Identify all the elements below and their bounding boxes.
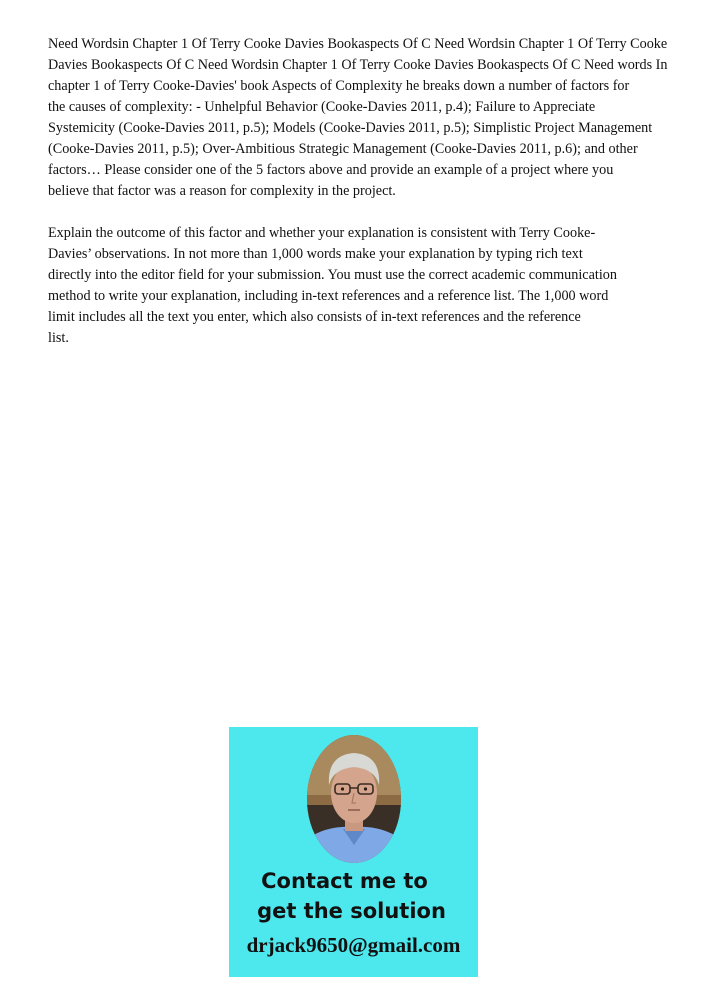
contact-email: drjack9650@gmail.com [246,933,461,957]
text-line: Need Wordsin Chapter 1 Of Terry Cooke Davies Bookaspects Of C Need Wordsin Chapter 1 Of Terry Cooke [48,36,668,52]
text-line: Davies Bookaspects Of C Need Wordsin Chapter 1 Of Terry Cooke Davies Bookaspects Of C Need words In [48,57,668,73]
text-line: believe that factor was a reason for complexity in the project. [48,183,396,199]
text-line: list. [48,330,69,346]
promo-heading [229,866,478,926]
contact-promo-banner [229,727,478,977]
text-line: the causes of complexity: - Unhelpful Behavior (Cooke-Davies 2011, p.4); Failure to Appreciate [48,99,596,115]
text-line: limit includes all the text you enter, which also consists of in-text references and the reference [48,309,581,325]
text-line: Systemicity (Cooke-Davies 2011, p.5); Models (Cooke-Davies 2011, p.5); Simplistic Project Management [48,120,653,136]
text-line: Explain the outcome of this factor and whether your explanation is consistent with Terry Cooke- [48,225,596,241]
text-line: (Cooke-Davies 2011, p.5); Over-Ambitious Strategic Management (Cooke-Davies 2011, p.6); and other [48,141,638,157]
person-portrait-icon [307,735,401,863]
text-line: chapter 1 of Terry Cooke-Davies' book Aspects of Complexity he breaks down a number of factors for [48,78,630,94]
portrait-graphic [307,735,401,863]
paragraph-instructions [48,223,688,349]
document-body [48,34,688,349]
text-line: factors… Please consider one of the 5 factors above and provide an example of a project where you [48,162,614,178]
promo-heading-line2: get the solution [257,899,446,923]
text-line: Davies’ observations. In not more than 1,000 words make your explanation by typing rich text [48,246,583,262]
text-line: method to write your explanation, including in-text references and a reference list. The 1,000 word [48,288,609,304]
paragraph-intro [48,34,688,202]
promo-heading-line1: Contact me to [261,869,428,893]
text-line: directly into the editor field for your submission. You must use the correct academic communication [48,267,617,283]
